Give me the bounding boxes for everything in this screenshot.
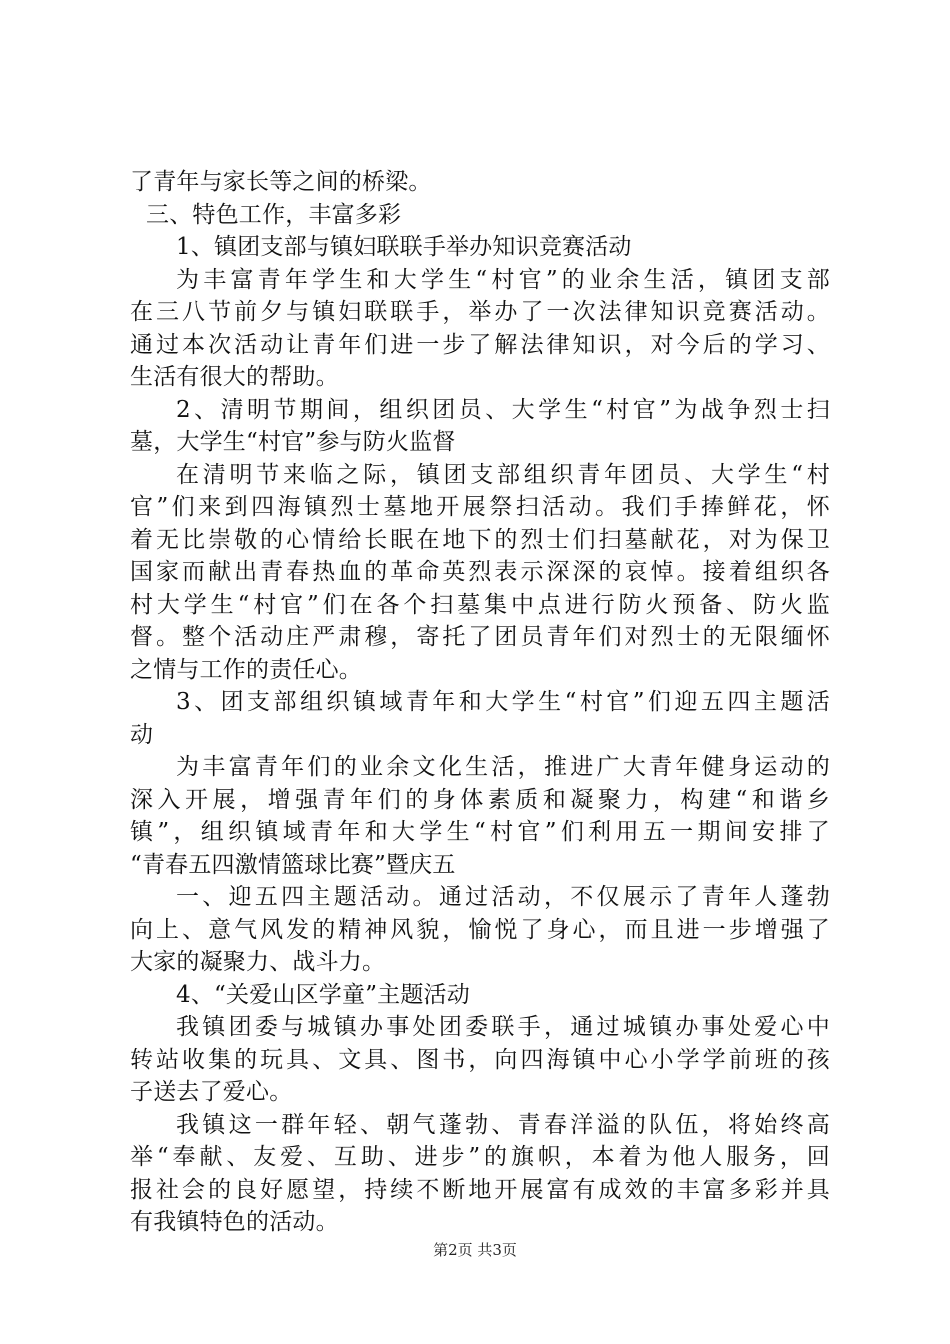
text-line: 深入开展，增强青年们的身体素质和凝聚力，构建“和谐乡	[130, 786, 830, 813]
text-line: 报社会的良好愿望，持续不断地开展富有成效的丰富多彩并具	[130, 1176, 830, 1203]
subsection-heading: 动	[130, 721, 154, 748]
page-number-footer: 第2页 共3页	[433, 1241, 517, 1259]
subsection-heading: 3、团支部组织镇域青年和大学生“村官”们迎五四主题活	[176, 689, 830, 715]
text-line: 我镇团委与城镇办事处团委联手，通过城镇办事处爱心中	[176, 1014, 830, 1040]
subsection-heading: 1、镇团支部与镇妇联联手举办知识竞赛活动	[176, 234, 632, 260]
text-line: 村大学生“村官”们在各个扫墓集中点进行防火预备、防火监	[130, 591, 830, 618]
text-line: 镇”，组织镇域青年和大学生“村官”们利用五一期间安排了	[130, 819, 830, 845]
text-line: 大家的凝聚力、战斗力。	[130, 949, 386, 975]
text-line: 督。整个活动庄严肃穆，寄托了团员青年们对烈士的无限缅怀	[130, 624, 830, 650]
text-line: 国家而献出青春热血的革命英烈表示深深的哀悼。接着组织各	[130, 559, 830, 585]
text-line: 了青年与家长等之间的桥梁。	[130, 169, 432, 195]
document-body	[130, 166, 830, 1239]
subsection-heading: 4、“关爱山区学童”主题活动	[176, 981, 470, 1008]
text-line: 在三八节前夕与镇妇联联手，举办了一次法律知识竞赛活动。	[130, 299, 830, 325]
text-line: 通过本次活动让青年们进一步了解法律知识，对今后的学习、	[130, 331, 830, 358]
text-line: 官”们来到四海镇烈士墓地开展祭扫活动。我们手捧鲜花，怀	[130, 494, 830, 520]
section-heading: 三、特色工作，丰富多彩	[146, 201, 402, 228]
text-line: 在清明节来临之际，镇团支部组织青年团员、大学生“村	[176, 461, 830, 488]
text-line: 生活有很大的帮助。	[130, 364, 339, 390]
text-line: 举“奉献、友爱、互助、进步”的旗帜，本着为他人服务，回	[130, 1144, 830, 1170]
text-line: 为丰富青年们的业余文化生活，推进广大青年健身运动的	[176, 754, 830, 780]
text-line: 一、迎五四主题活动。通过活动，不仅展示了青年人蓬勃	[176, 884, 830, 910]
text-line: 之情与工作的责任心。	[130, 656, 362, 683]
text-line: 有我镇特色的活动。	[130, 1209, 339, 1235]
subsection-heading: 2、清明节期间，组织团员、大学生“村官”为战争烈士扫	[176, 396, 830, 423]
text-line: 着无比崇敬的心情给长眠在地下的烈士们扫墓献花，对为保卫	[130, 526, 830, 553]
subsection-heading: 墓，大学生“村官”参与防火监督	[130, 429, 456, 455]
text-line: 我镇这一群年轻、朝气蓬勃、青春洋溢的队伍，将始终高	[176, 1111, 830, 1138]
text-line: “青春五四激情篮球比赛”暨庆五	[130, 851, 456, 878]
text-line: 转站收集的玩具、文具、图书，向四海镇中心小学学前班的孩	[130, 1046, 830, 1073]
text-line: 子送去了爱心。	[130, 1079, 293, 1105]
text-line: 为丰富青年学生和大学生“村官”的业余生活，镇团支部	[176, 266, 830, 293]
text-line: 向上、意气风发的精神风貌，愉悦了身心，而且进一步增强了	[130, 916, 830, 943]
